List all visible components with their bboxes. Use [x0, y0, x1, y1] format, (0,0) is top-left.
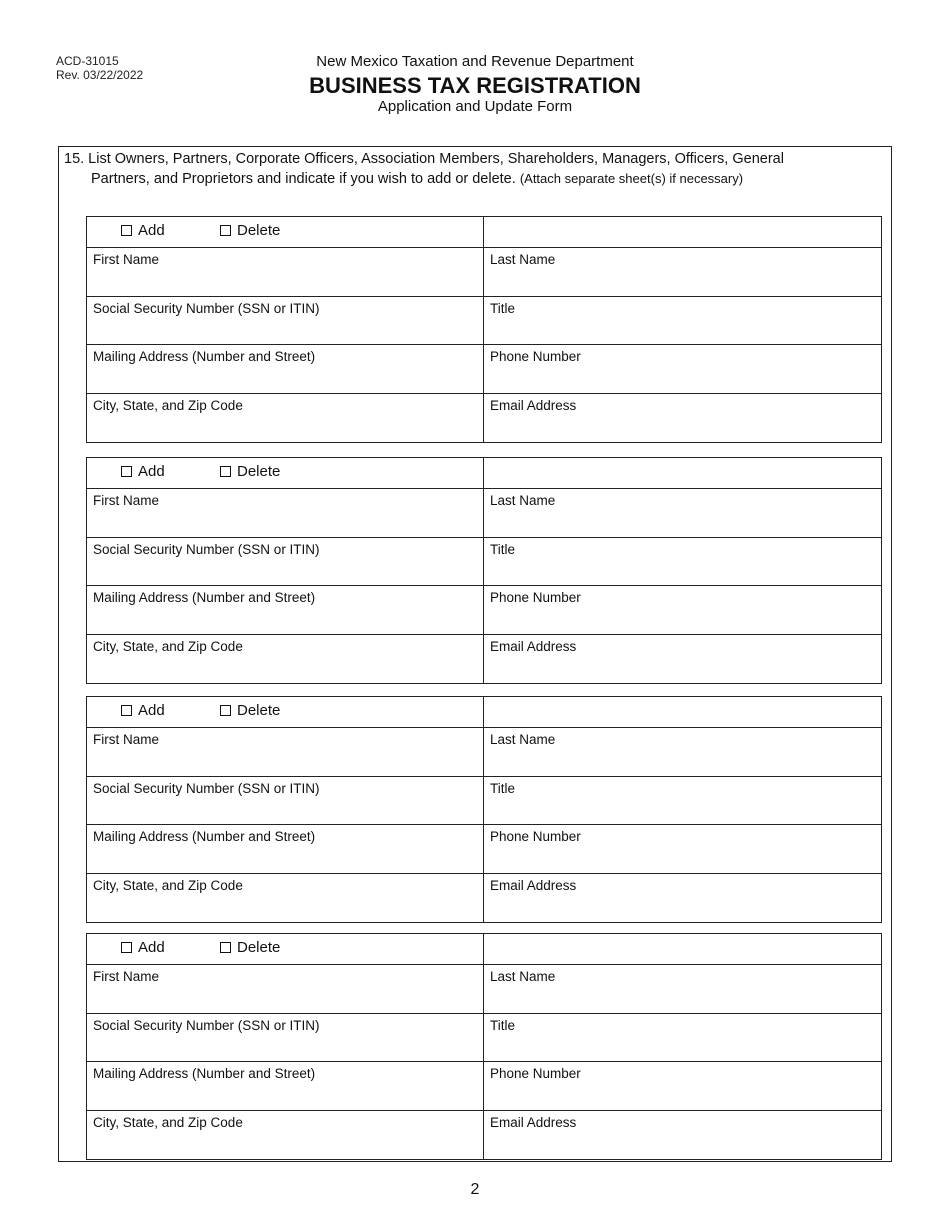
delete-option[interactable]: [220, 463, 280, 480]
ssn-input[interactable]: [93, 800, 477, 820]
email-field[interactable]: [484, 394, 881, 443]
city-email-row: [87, 1111, 881, 1160]
delete-checkbox[interactable]: [220, 466, 231, 477]
city-email-row: [87, 874, 881, 923]
city-state-zip-label: City, State, and Zip Code: [93, 638, 243, 654]
mailing-address-input[interactable]: [93, 369, 477, 389]
owner-entry-2: [86, 457, 882, 684]
phone-label: Phone Number: [490, 1066, 581, 1081]
phone-field[interactable]: [484, 825, 881, 873]
last-name-label: Last Name: [490, 252, 556, 267]
form-identifier: [56, 54, 143, 82]
ssn-title-row: [87, 538, 881, 587]
form-title: BUSINESS TAX REGISTRATION: [309, 73, 641, 98]
add-delete-cell: [87, 697, 484, 727]
add-label: Add: [138, 939, 165, 956]
phone-input[interactable]: [490, 849, 875, 869]
add-delete-cell: [87, 934, 484, 964]
delete-checkbox[interactable]: [220, 942, 231, 953]
mailing-address-field[interactable]: [87, 586, 484, 634]
delete-label: Delete: [237, 702, 281, 719]
instruction-line-2-text: Partners, and Proprietors and indicate if you wish to add or delete.: [91, 171, 516, 187]
add-option[interactable]: [121, 463, 165, 480]
owner-entry-1: [86, 216, 882, 443]
city-state-zip-input[interactable]: [93, 659, 477, 679]
first-name-input[interactable]: [93, 513, 477, 533]
last-name-field[interactable]: [484, 965, 881, 1013]
add-label: Add: [138, 702, 165, 719]
title-field[interactable]: [484, 297, 881, 345]
last-name-label: Last Name: [490, 969, 556, 984]
form-number: ACD-31015: [56, 54, 119, 68]
delete-option[interactable]: [220, 702, 280, 719]
phone-label: Phone Number: [490, 829, 581, 844]
mailing-address-field[interactable]: [87, 825, 484, 873]
name-row: [87, 248, 881, 297]
add-delete-cell: [87, 217, 484, 247]
city-state-zip-field[interactable]: [87, 874, 484, 923]
first-name-label: First Name: [93, 493, 160, 508]
address-phone-row: [87, 825, 881, 874]
add-checkbox[interactable]: [121, 225, 132, 236]
phone-input[interactable]: [490, 369, 875, 389]
city-email-row: [87, 635, 881, 684]
email-label: Email Address: [490, 1114, 577, 1130]
last-name-input[interactable]: [490, 989, 875, 1009]
ssn-input[interactable]: [93, 561, 477, 581]
email-input[interactable]: [490, 418, 875, 438]
add-option[interactable]: [121, 702, 165, 719]
title-field[interactable]: [484, 1014, 881, 1062]
delete-label: Delete: [237, 939, 281, 956]
blank-cell: [484, 934, 881, 964]
page-number: 2: [470, 1181, 480, 1198]
phone-input[interactable]: [490, 610, 875, 630]
city-state-zip-input[interactable]: [93, 898, 477, 918]
city-state-zip-label: City, State, and Zip Code: [93, 1114, 243, 1130]
mailing-address-label: Mailing Address (Number and Street): [93, 829, 316, 844]
city-email-row: [87, 394, 881, 443]
first-name-input[interactable]: [93, 989, 477, 1009]
mailing-address-label: Mailing Address (Number and Street): [93, 349, 316, 364]
phone-field[interactable]: [484, 586, 881, 634]
mailing-address-input[interactable]: [93, 849, 477, 869]
title-input[interactable]: [490, 320, 875, 340]
first-name-input[interactable]: [93, 272, 477, 292]
add-label: Add: [138, 222, 165, 239]
mailing-address-input[interactable]: [93, 610, 477, 630]
mailing-address-label: Mailing Address (Number and Street): [93, 590, 316, 605]
instruction-line-1: 15. List Owners, Partners, Corporate Officers, Association Members, Shareholders, Managers, Officers, General: [64, 151, 784, 167]
city-state-zip-field[interactable]: [87, 635, 484, 684]
title-input[interactable]: [490, 561, 875, 581]
add-delete-row: [87, 697, 881, 728]
address-phone-row: [87, 586, 881, 635]
email-field[interactable]: [484, 1111, 881, 1160]
title-label: Title: [490, 300, 516, 316]
blank-cell: [484, 458, 881, 488]
phone-input[interactable]: [490, 1086, 875, 1106]
city-state-zip-field[interactable]: [87, 1111, 484, 1160]
owner-entry-3: [86, 696, 882, 923]
add-checkbox[interactable]: [121, 942, 132, 953]
name-row: [87, 965, 881, 1014]
address-phone-row: [87, 1062, 881, 1111]
add-label: Add: [138, 463, 165, 480]
phone-field[interactable]: [484, 345, 881, 393]
ssn-title-row: [87, 1014, 881, 1063]
title-input[interactable]: [490, 1037, 875, 1057]
title-label: Title: [490, 780, 516, 796]
phone-label: Phone Number: [490, 349, 581, 364]
form-subtitle: Application and Update Form: [377, 98, 573, 115]
add-checkbox[interactable]: [121, 466, 132, 477]
mailing-address-label: Mailing Address (Number and Street): [93, 1066, 316, 1081]
ssn-field[interactable]: [87, 538, 484, 586]
email-field[interactable]: [484, 874, 881, 923]
address-phone-row: [87, 345, 881, 394]
add-delete-row: [87, 217, 881, 248]
first-name-field[interactable]: [87, 728, 484, 776]
phone-label: Phone Number: [490, 590, 581, 605]
owner-entry-4: [86, 933, 882, 1160]
email-input[interactable]: [490, 659, 875, 679]
delete-checkbox[interactable]: [220, 225, 231, 236]
first-name-label: First Name: [93, 732, 160, 747]
delete-option[interactable]: [220, 939, 280, 956]
instruction-note: (Attach separate sheet(s) if necessary): [519, 171, 744, 186]
add-delete-row: [87, 458, 881, 489]
city-state-zip-field[interactable]: [87, 394, 484, 443]
last-name-input[interactable]: [490, 272, 875, 292]
add-delete-row: [87, 934, 881, 965]
ssn-input[interactable]: [93, 320, 477, 340]
delete-checkbox[interactable]: [220, 705, 231, 716]
delete-label: Delete: [237, 463, 281, 480]
ssn-field[interactable]: [87, 297, 484, 345]
email-label: Email Address: [490, 638, 577, 654]
last-name-input[interactable]: [490, 752, 875, 772]
city-state-zip-input[interactable]: [93, 418, 477, 438]
blank-cell: [484, 697, 881, 727]
ssn-label: Social Security Number (SSN or ITIN): [93, 1017, 320, 1033]
ssn-title-row: [87, 777, 881, 826]
add-option[interactable]: [121, 939, 165, 956]
email-label: Email Address: [490, 877, 577, 893]
last-name-input[interactable]: [490, 513, 875, 533]
email-input[interactable]: [490, 898, 875, 918]
title-label: Title: [490, 1017, 516, 1033]
name-row: [87, 728, 881, 777]
add-delete-cell: [87, 458, 484, 488]
last-name-field[interactable]: [484, 489, 881, 537]
first-name-field[interactable]: [87, 248, 484, 296]
last-name-field[interactable]: [484, 728, 881, 776]
title-input[interactable]: [490, 800, 875, 820]
title-label: Title: [490, 541, 516, 557]
ssn-field[interactable]: [87, 1014, 484, 1062]
title-field[interactable]: [484, 538, 881, 586]
first-name-label: First Name: [93, 252, 160, 267]
email-field[interactable]: [484, 635, 881, 684]
form-revision: Rev. 03/22/2022: [56, 68, 144, 82]
mailing-address-field[interactable]: [87, 1062, 484, 1110]
city-state-zip-label: City, State, and Zip Code: [93, 397, 243, 413]
city-state-zip-label: City, State, and Zip Code: [93, 877, 243, 893]
department-name: New Mexico Taxation and Revenue Department: [316, 53, 634, 70]
mailing-address-input[interactable]: [93, 1086, 477, 1106]
last-name-field[interactable]: [484, 248, 881, 296]
ssn-label: Social Security Number (SSN or ITIN): [93, 300, 320, 316]
title-field[interactable]: [484, 777, 881, 825]
ssn-title-row: [87, 297, 881, 346]
instruction-line-2: [64, 169, 864, 189]
last-name-label: Last Name: [490, 493, 556, 508]
section-15-instructions: [64, 150, 864, 189]
ssn-input[interactable]: [93, 1037, 477, 1057]
first-name-field[interactable]: [87, 489, 484, 537]
add-option[interactable]: [121, 222, 165, 239]
blank-cell: [484, 217, 881, 247]
name-row: [87, 489, 881, 538]
ssn-field[interactable]: [87, 777, 484, 825]
ssn-label: Social Security Number (SSN or ITIN): [93, 780, 320, 796]
add-checkbox[interactable]: [121, 705, 132, 716]
ssn-label: Social Security Number (SSN or ITIN): [93, 541, 320, 557]
phone-field[interactable]: [484, 1062, 881, 1110]
email-input[interactable]: [490, 1135, 875, 1155]
first-name-field[interactable]: [87, 965, 484, 1013]
delete-option[interactable]: [220, 222, 280, 239]
mailing-address-field[interactable]: [87, 345, 484, 393]
first-name-label: First Name: [93, 969, 160, 984]
last-name-label: Last Name: [490, 732, 556, 747]
email-label: Email Address: [490, 397, 577, 413]
delete-label: Delete: [237, 222, 281, 239]
city-state-zip-input[interactable]: [93, 1135, 477, 1155]
first-name-input[interactable]: [93, 752, 477, 772]
